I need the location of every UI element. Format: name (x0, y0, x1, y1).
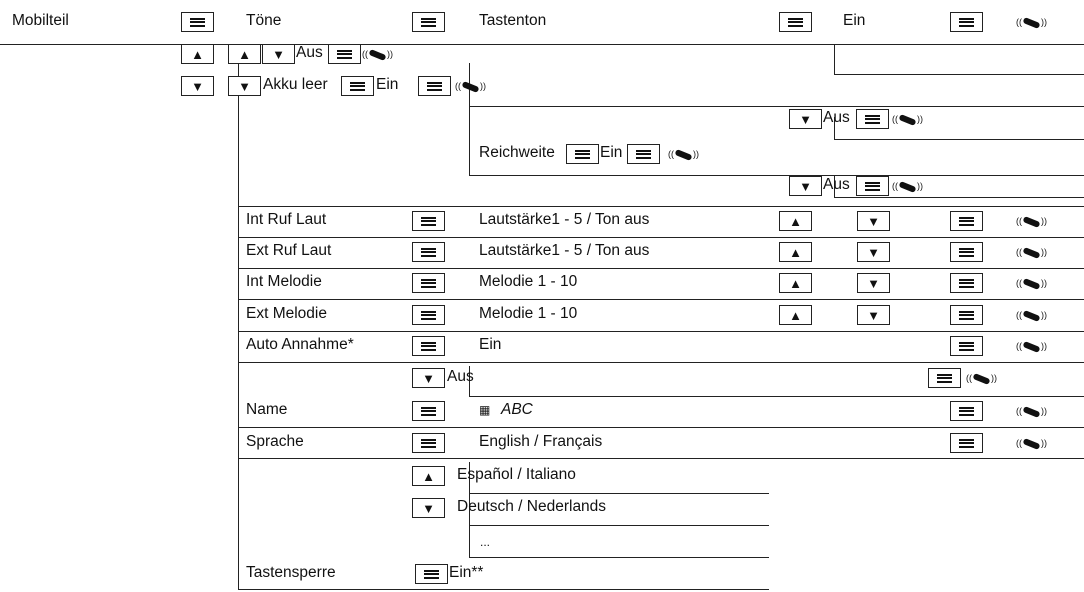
tastenton-box-bottom (469, 175, 1084, 176)
tastenton-aus: Aus (296, 44, 323, 61)
row-label: Ext Melodie (246, 305, 327, 322)
tastenton-ein: Ein (843, 12, 866, 29)
menu-key-icon (412, 401, 445, 421)
menu-key-icon (779, 12, 812, 32)
menu-key-icon (181, 12, 214, 32)
sep-7 (238, 427, 1084, 428)
menu-key-icon (950, 12, 983, 32)
confirm-tone-icon: (( )) (362, 49, 393, 59)
sep-4 (238, 299, 1084, 300)
reichweite-ein: Ein (600, 144, 623, 161)
menu-key-icon (950, 433, 983, 453)
down-arrow-key-icon: ▼ (262, 44, 295, 64)
sep-3 (238, 268, 1084, 269)
down-arrow-key-icon: ▼ (412, 368, 445, 388)
down-arrow-key-icon: ▼ (181, 76, 214, 96)
confirm-tone-icon: (( )) (1016, 17, 1047, 27)
down-arrow-key-icon: ▼ (857, 305, 890, 325)
confirm-tone-icon: (( )) (1016, 341, 1047, 351)
down-arrow-key-icon: ▼ (412, 498, 445, 518)
confirm-tone-icon: (( )) (1016, 278, 1047, 288)
opt-sep-1 (469, 493, 769, 494)
reichweite-label: Reichweite (479, 144, 555, 161)
menu-key-icon (950, 211, 983, 231)
akku-aus-bottom (834, 139, 1084, 140)
ein-aus-bottom (834, 74, 1084, 75)
menu-key-icon (412, 12, 445, 32)
tastensperre-label: Tastensperre (246, 564, 336, 581)
menu-key-icon (418, 76, 451, 96)
sep-1 (238, 206, 1084, 207)
reichweite-aus: Aus (823, 176, 850, 193)
menu-key-icon (412, 336, 445, 356)
auto-aus: Aus (447, 368, 474, 385)
row-value: Lautstärke1 - 5 / Ton aus (479, 211, 650, 228)
menu-key-icon (950, 401, 983, 421)
menu-key-icon (412, 433, 445, 453)
opt-sep-2 (469, 525, 769, 526)
keypad-icon: ▦ (479, 403, 491, 417)
akku-ein: Ein (376, 76, 399, 93)
opt-sep-3 (469, 557, 769, 558)
menu-key-icon (412, 242, 445, 262)
confirm-tone-icon: (( )) (1016, 438, 1047, 448)
row-label: Ext Ruf Laut (246, 242, 332, 259)
tastenton-label: Tastenton (479, 12, 547, 29)
auto-aus-bottom (469, 396, 1084, 397)
menu-key-icon (412, 305, 445, 325)
sprache-option: ... (480, 535, 491, 549)
up-arrow-key-icon: ▲ (228, 44, 261, 64)
tastensperre-value: Ein** (449, 564, 484, 581)
spine-main (238, 63, 239, 589)
menu-key-icon (950, 305, 983, 325)
menu-key-icon (950, 336, 983, 356)
row-label: Int Ruf Laut (246, 211, 327, 228)
top-rule (0, 44, 1084, 45)
akku-label: Akku leer (263, 76, 328, 93)
akku-aus: Aus (823, 109, 850, 126)
confirm-tone-icon: (( )) (1016, 247, 1047, 257)
down-arrow-key-icon: ▼ (228, 76, 261, 96)
up-arrow-key-icon: ▲ (181, 44, 214, 64)
down-arrow-key-icon: ▼ (857, 242, 890, 262)
up-arrow-key-icon: ▲ (779, 242, 812, 262)
toene-label: Töne (246, 12, 282, 29)
row-value: Ein (479, 336, 502, 353)
row-value: Melodie 1 - 10 (479, 273, 578, 290)
akku-branch-line (469, 106, 1084, 107)
menu-key-icon (928, 368, 961, 388)
confirm-tone-icon: (( )) (892, 114, 923, 124)
down-arrow-key-icon: ▼ (789, 109, 822, 129)
up-arrow-key-icon: ▲ (779, 273, 812, 293)
sep-5 (238, 331, 1084, 332)
down-arrow-key-icon: ▼ (857, 273, 890, 293)
sprache-label: Sprache (246, 433, 304, 450)
row-label: Auto Annahme* (246, 336, 354, 353)
row-label: Int Melodie (246, 273, 322, 290)
menu-key-icon (328, 44, 361, 64)
tastensperre-bottom (238, 589, 769, 590)
sep-2 (238, 237, 1084, 238)
reichweite-aus-bottom (834, 197, 1084, 198)
up-arrow-key-icon: ▲ (779, 211, 812, 231)
confirm-tone-icon: (( )) (966, 373, 997, 383)
confirm-tone-icon: (( )) (455, 81, 486, 91)
sprache-option: English / Français (479, 433, 603, 450)
sep-8 (238, 458, 1084, 459)
sprache-option: Español / Italiano (457, 466, 576, 483)
name-value: ABC (501, 401, 533, 418)
menu-key-icon (856, 176, 889, 196)
menu-key-icon (415, 564, 448, 584)
sprache-option: Deutsch / Nederlands (457, 498, 607, 515)
menu-key-icon (566, 144, 599, 164)
confirm-tone-icon: (( )) (1016, 310, 1047, 320)
root-label: Mobilteil (12, 12, 69, 29)
down-arrow-key-icon: ▼ (857, 211, 890, 231)
sep-6 (238, 362, 1084, 363)
menu-key-icon (856, 109, 889, 129)
up-arrow-key-icon: ▲ (779, 305, 812, 325)
ein-aus-left (834, 45, 835, 74)
menu-key-icon (627, 144, 660, 164)
confirm-tone-icon: (( )) (1016, 216, 1047, 226)
menu-key-icon (950, 242, 983, 262)
menu-key-icon (341, 76, 374, 96)
confirm-tone-icon: (( )) (892, 181, 923, 191)
up-arrow-key-icon: ▲ (412, 466, 445, 486)
menu-key-icon (950, 273, 983, 293)
name-label: Name (246, 401, 288, 418)
down-arrow-key-icon: ▼ (789, 176, 822, 196)
row-value: Lautstärke1 - 5 / Ton aus (479, 242, 650, 259)
row-value: Melodie 1 - 10 (479, 305, 578, 322)
menu-key-icon (412, 211, 445, 231)
menu-key-icon (412, 273, 445, 293)
confirm-tone-icon: (( )) (1016, 406, 1047, 416)
confirm-tone-icon: (( )) (668, 149, 699, 159)
